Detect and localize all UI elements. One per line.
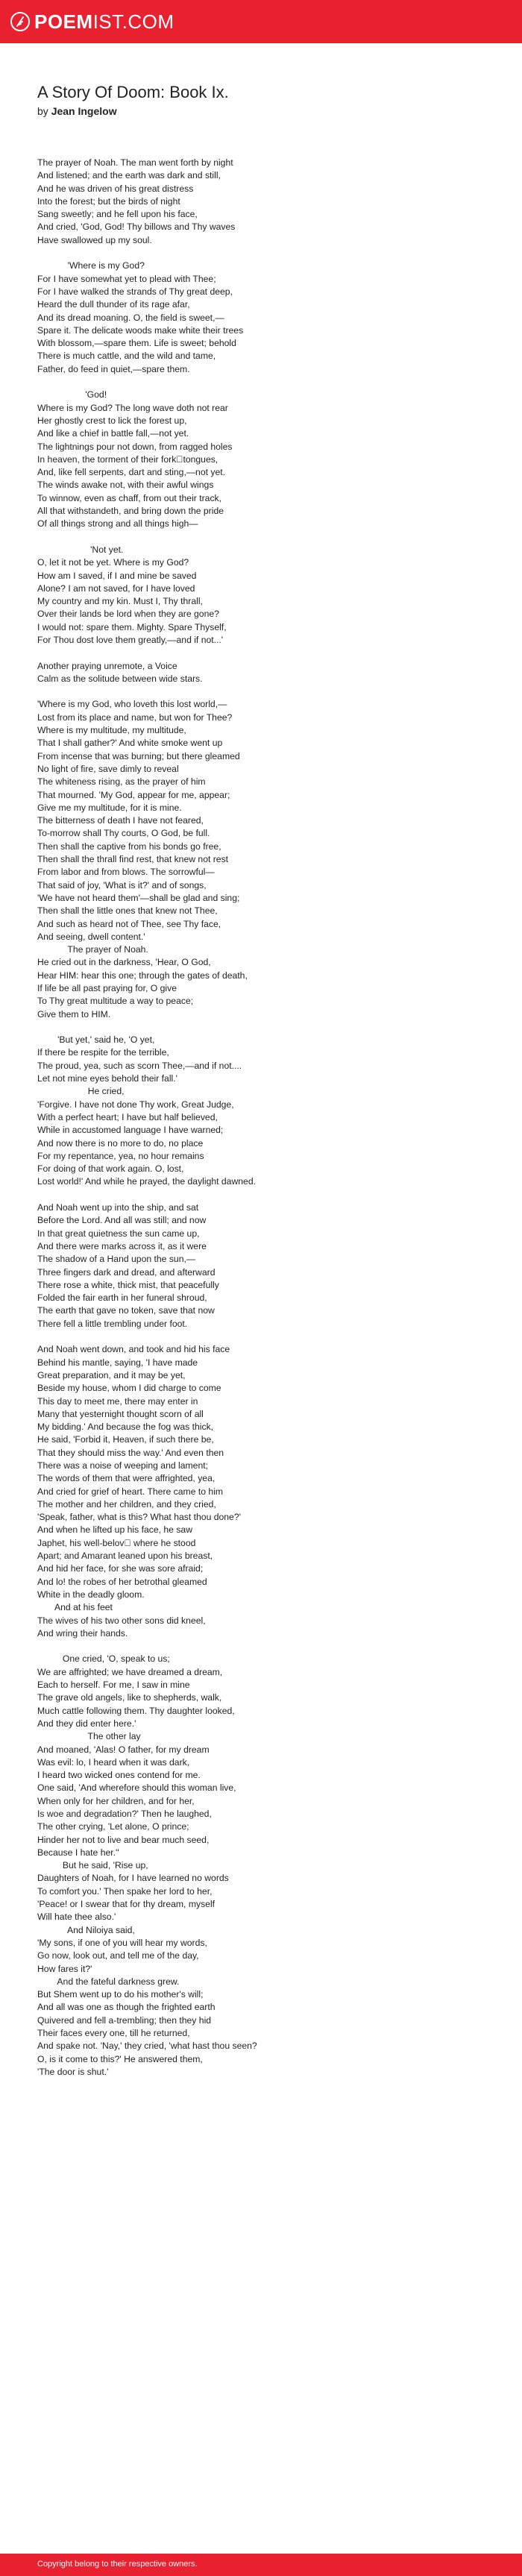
poem-article <box>37 82 485 2079</box>
copyright-notice: Copyright belong to their respective owners. <box>37 2560 198 2569</box>
poem-byline <box>37 104 485 118</box>
poem-body: The prayer of Noah. The man went forth by night And listened; and the earth was dark and still, And he was driven of his great distress Into the forest; but the birds of night Sang sweetly; and he fell upon his face, And cried, 'God, God! Thy billows and Thy waves Have swallowed up my soul. 'Where is my God? For I have somewhat yet to plead with Thee; For I have walked the strands of Thy great deep, Heard the dull thunder of its rage afar, And its dread moaning. O, the field is sweet,— Spare it. The delicate woods make white their trees With blossom,—spare them. Life is sweet; behold There is much cattle, and the wild and tame, Father, do feed in quiet,—spare them. 'God! Where is my God? The long wave doth not rear Her ghostly crest to lick the forest up, And like a chief in battle fall,—not yet. The lightnings pour not down, from ragged holes In heaven, the torment of their fork tongues, And, like fell serpents, dart and sting,—not yet. The winds awake not, with their awful wings To winnow, even as chaff, from out their track, All that withstandeth, and bring down the pride Of all things strong and all things high— 'Not yet. O, let it not be yet. Where is my God? How am I saved, if I and mine be saved Alone? I am not saved, for I have loved My country and my kin. Must I, Thy thrall, Over their lands be lord when they are gone? I would not: spare them. Mighty. Spare Thyself, For Thou dost love them greatly,—and if not...' Another praying unremote, a Voice Calm as the solitude between wide stars. 'Where is my God, who loveth this lost world,— Lost from its place and name, but won for Thee? Where is my multitude, my multitude, That I shall gather?' And white smoke went up From incense that was burning; but there gleamed No light of fire, save dimly to reveal The whiteness rising, as the prayer of him That mourned. 'My God, appear for me, appear; Give me my multitude, for it is mine. The bitterness of death I have not feared, To-morrow shall Thy courts, O God, be full. Then shall the captive from his bonds go free, Then shall the thrall find rest, that knew not rest From labor and from blows. The sorrowful— That said of joy, 'What is it?' and of songs, 'We have not heard them'—shall be glad and sing; Then shall the little ones that knew not Thee, And such as heard not of Thee, see Thy face, And seeing, dwell content.' The prayer of Noah. He cried out in the darkness, 'Hear, O God, Hear HIM: hear this one; through the gates of death, If life be all past praying for, O give To Thy great multitude a way to peace; Give them to HIM. 'But yet,' said he, 'O yet, If there be respite for the terrible, The proud, yea, such as scorn Thee,—and if not.... Let not mine eyes behold their fall.' He cried, 'Forgive. I have not done Thy work, Great Judge, With a perfect heart; I have but half believed, While in accustomed language I have warned; And now there is no more to do, no place For my repentance, yea, no hour remains For doing of that work again. O, lost, Lost world!' And while he prayed, the daylight dawned. And Noah went up into the ship, and sat Before the Lord. And all was still; and now In that great quietness the sun came up, And there were marks across it, as it were The shadow of a Hand upon the sun,— Three fingers dark and dread, and afterward There rose a white, thick mist, that peacefully Folded the fair earth in her funeral shroud, The earth that gave no token, save that now There fell a little trembling under foot. And Noah went down, and took and hid his face Behind his mantle, saying, 'I have made Great preparation, and it may be yet, Beside my house, whom I did charge to come This day to meet me, there may enter in Many that yesternight thought scorn of all My bidding.' And because the fog was thick, He said, 'Forbid it, Heaven, if such there be, That they should miss the way.' And even then There was a noise of weeping and lament; The words of them that were affrighted, yea, And cried for grief of heart. There came to him The mother and her children, and they cried, 'Speak, father, what is this? What hast thou done?' And when he lifted up his face, he saw Japhet, his well-belov  where he stood Apart; and Amarant leaned upon his breast, And hid her face, for she was sore afraid; And lo! the robes of her betrothal gleamed White in the deadly gloom. And at his feet The wives of his two other sons did kneel, And wring their hands. One cried, 'O, speak to us; We are affrighted; we have dreamed a dream, Each to herself. For me, I saw in mine The grave old angels, like to shepherds, walk, Much cattle following them. Thy daughter looked, And they did enter here.' The other lay And moaned, 'Alas! O father, for my dream Was evil: lo, I heard when it was dark, I heard two wicked ones contend for me. One said, 'And wherefore should this woman live, When only for her children, and for her, Is woe and degradation?' Then he laughed, The other crying, 'Let alone, O prince; Hinder her not to live and bear much seed, Because I hate her.'' But he said, 'Rise up, Daughters of Noah, for I have learned no words To comfort you.' Then spake her lord to her, 'Peace! or I swear that for thy dream, myself Will hate thee also.' And Niloiya said, 'My sons, if one of you will hear my words, Go now, look out, and tell me of the day, How fares it?' And the fateful darkness grew. But Shem went up to do his mother's will; And all was one as though the frighted earth Quivered and fell a-trembling; then they hid Their faces every one, till he returned, And spake not. 'Nay,' they cried, 'what hast thou seen? O, is it come to this?' He answered them, 'The door is shut.' <box>37 157 257 2077</box>
poem-title: A Story Of Doom: Book Ix. <box>37 83 229 101</box>
site-logo[interactable] <box>10 10 174 34</box>
logo-wordmark <box>34 10 174 34</box>
feather-quill-icon <box>10 12 30 31</box>
logo-bold-text: POEM <box>34 10 93 33</box>
byline-prefix: by <box>37 105 48 117</box>
site-footer <box>0 2554 522 2576</box>
logo-light-text: IST.COM <box>92 10 174 33</box>
author-link[interactable]: Jean Ingelow <box>51 105 117 117</box>
site-header <box>0 0 522 43</box>
